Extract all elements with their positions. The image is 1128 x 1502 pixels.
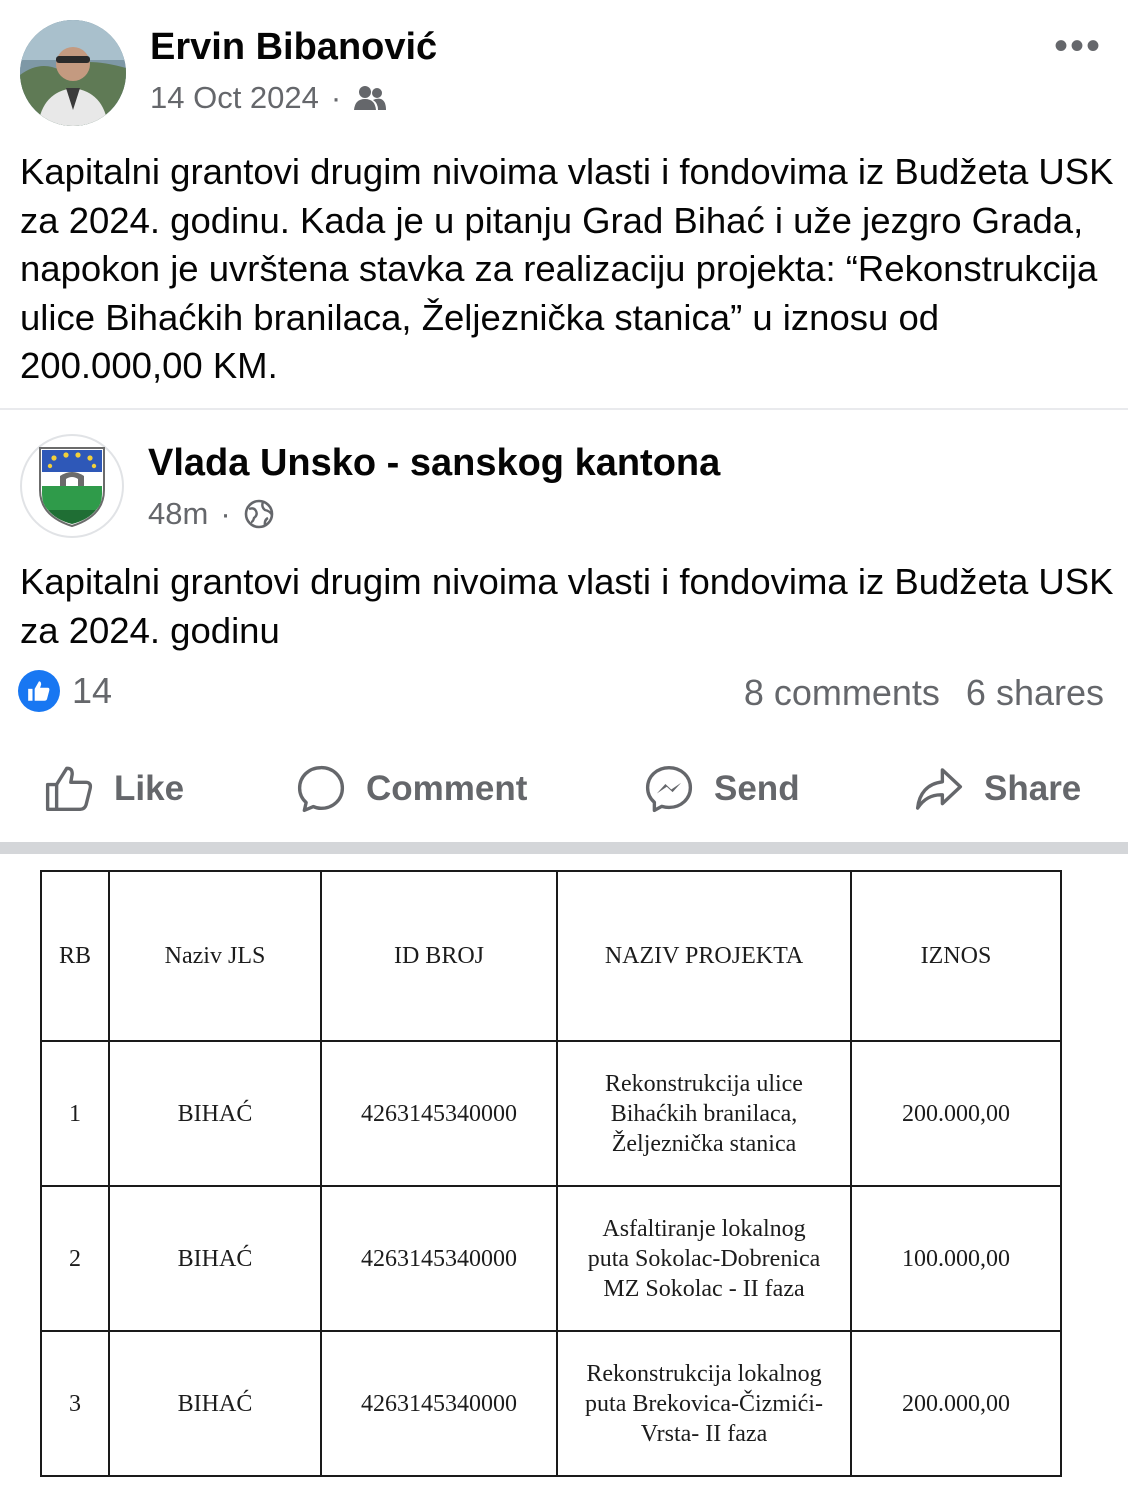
thumbs-up-icon bbox=[42, 762, 96, 816]
header-id-broj: ID BROJ bbox=[321, 871, 557, 1041]
like-button[interactable] bbox=[42, 756, 184, 822]
table-row bbox=[41, 1186, 1061, 1331]
share-icon bbox=[912, 762, 966, 816]
project-line: Bihaćkih branilaca, bbox=[610, 1100, 798, 1127]
cell-jls: BIHAĆ bbox=[109, 1186, 321, 1331]
project-line: puta Sokolac-Dobrenica bbox=[587, 1245, 821, 1272]
header-rb: RB bbox=[41, 871, 109, 1041]
cell-id: 4263145340000 bbox=[321, 1186, 557, 1331]
more-options-button[interactable]: ••• bbox=[1053, 24, 1102, 68]
post-date[interactable]: 14 Oct 2024 bbox=[150, 80, 319, 115]
cell-rb: 3 bbox=[41, 1331, 109, 1476]
table-header-row bbox=[41, 871, 1061, 1041]
table-row bbox=[41, 1331, 1061, 1476]
cell-jls: BIHAĆ bbox=[109, 1331, 321, 1476]
comments-count[interactable]: 8 comments bbox=[743, 672, 940, 713]
page-avatar[interactable] bbox=[20, 434, 124, 538]
post-text: Kapitalni grantovi drugim nivoima vlasti i fondovima iz Budžeta USK za 2024. godinu. Kada je u pitanju Grad Bihać i uže jezgro Grada, napokon je uvrštena stavka za realizaciju projekta: “Rekonstrukcija ulice Bihaćkih branilaca, Željeznička stanica” u iznosu od 200.000,00 KM. bbox=[20, 151, 1114, 386]
cell-project bbox=[557, 1331, 851, 1476]
action-bar bbox=[0, 756, 1128, 822]
project-line: puta Brekovica-Čizmići- bbox=[585, 1390, 823, 1417]
meta-dot: · bbox=[220, 496, 231, 531]
meta-dot: · bbox=[330, 80, 342, 115]
share-button[interactable] bbox=[912, 756, 1081, 822]
cell-amount: 200.000,00 bbox=[851, 1331, 1061, 1476]
author-avatar[interactable] bbox=[20, 20, 126, 126]
header-iznos: IZNOS bbox=[851, 871, 1061, 1041]
comment-label: Comment bbox=[366, 769, 528, 808]
author-name[interactable]: Ervin Bibanović bbox=[150, 26, 438, 68]
cell-amount: 200.000,00 bbox=[851, 1041, 1061, 1186]
like-reaction-icon bbox=[18, 670, 60, 712]
page-post-time[interactable]: 48m bbox=[148, 496, 209, 531]
coat-of-arms-icon bbox=[36, 444, 108, 528]
cell-rb: 2 bbox=[41, 1186, 109, 1331]
reaction-count: 14 bbox=[72, 670, 113, 711]
cell-project bbox=[557, 1186, 851, 1331]
send-label: Send bbox=[714, 769, 800, 808]
friends-icon[interactable] bbox=[353, 84, 387, 112]
engagement-counts bbox=[744, 672, 1104, 714]
shares-count[interactable]: 6 shares bbox=[965, 672, 1104, 713]
project-line: Vrsta- II faza bbox=[640, 1420, 768, 1447]
comment-icon bbox=[294, 762, 348, 816]
header-naziv-projekta: NAZIV PROJEKTA bbox=[557, 871, 851, 1041]
header-naziv-jls: Naziv JLS bbox=[109, 871, 321, 1041]
grants-table bbox=[40, 870, 1062, 1477]
post-meta bbox=[150, 80, 387, 116]
globe-icon[interactable] bbox=[243, 498, 275, 530]
avatar-photo bbox=[20, 20, 126, 126]
project-line: Asfaltiranje lokalnog bbox=[602, 1215, 806, 1242]
cell-amount: 100.000,00 bbox=[851, 1186, 1061, 1331]
table-row bbox=[41, 1041, 1061, 1186]
reactions-summary[interactable] bbox=[18, 670, 112, 712]
cell-rb: 1 bbox=[41, 1041, 109, 1186]
cell-id: 4263145340000 bbox=[321, 1331, 557, 1476]
cell-project bbox=[557, 1041, 851, 1186]
cell-jls: BIHAĆ bbox=[109, 1041, 321, 1186]
share-label: Share bbox=[984, 769, 1082, 808]
section-divider bbox=[0, 842, 1128, 854]
project-line: Željeznička stanica bbox=[611, 1130, 797, 1157]
like-label: Like bbox=[114, 769, 185, 808]
project-line: Rekonstrukcija lokalnog bbox=[586, 1360, 822, 1387]
page-post-meta bbox=[148, 496, 275, 532]
page-post-text: Kapitalni grantovi drugim nivoima vlasti i fondovima iz Budžeta USK za 2024. godinu bbox=[20, 561, 1114, 651]
divider bbox=[0, 408, 1128, 410]
messenger-icon bbox=[642, 762, 696, 816]
cell-id: 4263145340000 bbox=[321, 1041, 557, 1186]
send-button[interactable] bbox=[642, 756, 800, 822]
comment-button[interactable] bbox=[294, 756, 527, 822]
project-line: MZ Sokolac - II faza bbox=[603, 1275, 805, 1302]
page-name[interactable]: Vlada Unsko - sanskog kantona bbox=[148, 442, 721, 484]
project-line: Rekonstrukcija ulice bbox=[605, 1070, 803, 1097]
